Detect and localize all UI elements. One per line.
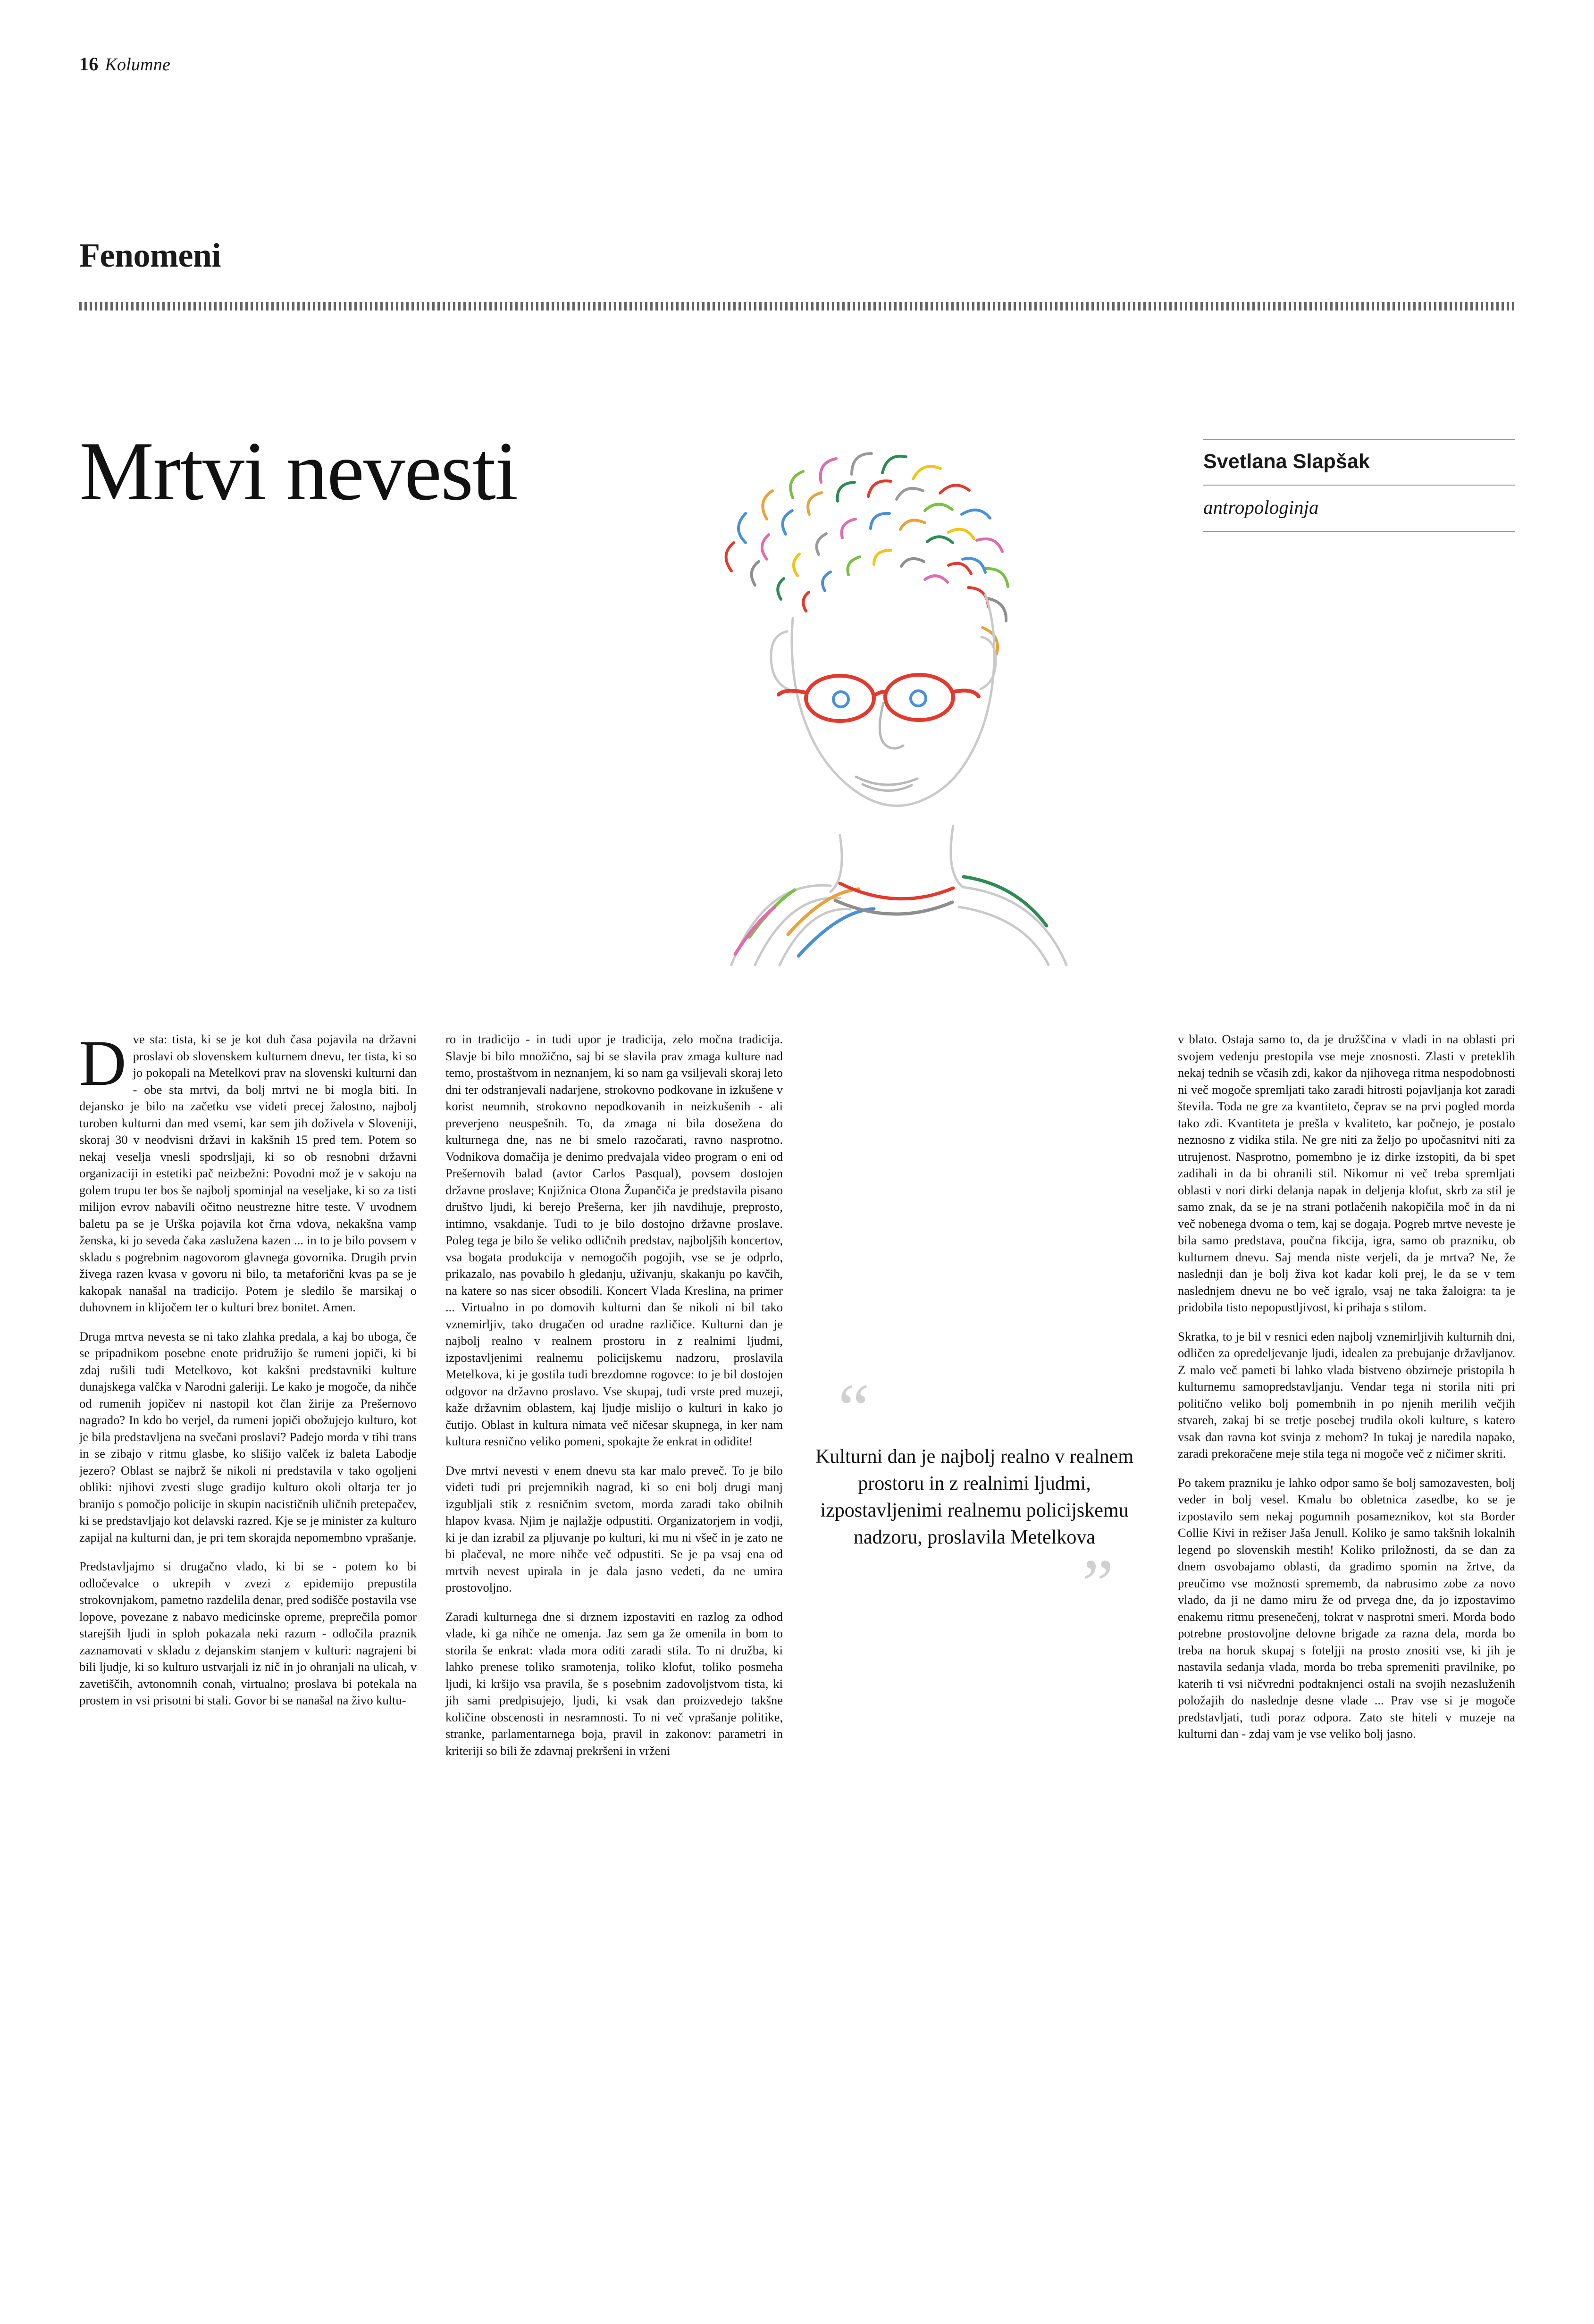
pull-quote-text: Kulturni dan je najbolj realno v realnem prostoru in z realnimi ljudmi, izpostavljenimi realnemu policijskemu nadzoru, proslavila Metelkova xyxy=(815,1446,1134,1548)
drop-cap: D xyxy=(79,1027,126,1099)
article-headline: Mrtvi nevesti xyxy=(79,424,518,518)
paragraph: Dve mrtvi nevesti v enem dnevu sta kar malo preveč. To je bilo videti tudi pri prejemnikih nagrad, ki so eni bolj drugi manj izgubljali stik z resničnim svetom, morda zaradi tako obilnih hlapov kvasa. Njim je najlažje odpustiti. Organizatorjem in vodji, ki je dan izrabil za pljuvanje po kulturi, ki mu ni všeč in je zato ne bi plačeval, ne more nihče več odpustiti. Se je pa vsaj ena od mrtvih nevest upirala in je dala jasno vedeti, da ne umira prostovoljno. xyxy=(445,1463,783,1594)
paragraph: Skratka, to je bil v resnici eden najbolj vznemirljivih kulturnih dni, odličen za opredeljevanje ljudi, idealen za prebujanje državljanov. Z malo več pameti bi lahko vlada bistveno obzirneje pristopila h kulturnemu samopredstavljanju. Vendar tega ni storila niti pri politično veliko bolj pomembnih in po njenih merilih večjih stvareh, zakaj bi se tretje posebej trudila okoli kulture, s katero vsak dan ravna kot svinja z mehom? In tukaj je naredila napako, zaradi prekoračene meje stila tega ni mogoče več z ničimer skriti. xyxy=(1178,1329,1515,1460)
running-head xyxy=(79,53,170,75)
paragraph-text: ve sta: tista, ki se je kot duh časa pojavila na državni proslavi ob slovenskem kulturnem dnevu, ter tista, ki so jo pokopali na Metelkovi prav na slovenski kulturni dan - obe sta mrtvi, da bolj mrtvi ne bi mogla biti. In dejansko je bilo na začetku vse videti precej žalostno, najbolj turoben kulturni dan med vsemi, kar sem jih doživela v Sloveniji, skoraj 30 v neodvisni državi in kakšnih 15 pred tem. Potem so nekaj veselja vnesli spodrsljaji, ki so ob resnobni državni organizaciji in estetiki pač neizbežni: Povodni mož je v sakoju na golem trupu ter bos še najbolj spominjal na veseljake, ki so za tisti milijon evrov nabavili očitno neustrezne hitre teste. V uvodnem baletu pa se je Urška pojavila kot črna vdova, nekakšna vamp ženska, ki jo seveda čaka zaslužena kazen ... in to je bilo povsem v skladu s pogrebnim nagovorom glavnega govornika. Drugih prvin živega razen kvasa v govoru ni bilo, ta metaforični kvas pa se je kakopak nanašal na tradicijo. Potem je sledilo še marsikaj o duhovnem in klijočem ter o kulturi brez bonitet. Amen. xyxy=(79,1032,417,1314)
body-column-2 xyxy=(445,1031,783,1771)
byline-bottom-rule xyxy=(1203,531,1515,532)
author-name: Svetlana Slapšak xyxy=(1203,450,1370,473)
byline-block xyxy=(1203,439,1515,532)
quote-open-mark: “ xyxy=(838,1369,867,1448)
portrait-illustration xyxy=(510,373,1180,967)
paragraph xyxy=(79,1027,417,1316)
paragraph: Po takem prazniku je lahko odpor samo še bolj samozavesten, bolj veder in bolj vesel. Kmalu bo obletnica zasedbe, ko se je izpostavilo sem nekaj pogumnih posameznikov, kot sta Border Collie Kivi in režiser Jaša Jenull. Koliko je samo takšnih lokalnih legend po slovenskih mestih! Koliko priložnosti, da se dan za dnem osvobajamo oblasti, da gradimo spomin na žrtve, da preučimo vse možnosti sprememb, da nabrusimo zobe za novo vlado, da ji ne damo miru že od prvega dne, da jo izpostavimo enakemu ritmu presenečenj, tokrat v nasprotni smeri. Morda bodo potrebne prostovoljne delovne brigade za razna dela, morda bo treba na horuk skupaj s foteljji na prosto znositi vse, ki jih je nastavila sedanja vlada, morda bo treba spremeniti pravilnike, po katerih ti vsi ničvredni podtaknjenci ostali na svojih nezasluženih položajih do naslednje desne vlade ... Prav vse si je mogoče predstavljati, tudi poraz odpora. Zato ste hiteli v muzeje na kulturni dan - zdaj vam je vse veliko bolj jasno. xyxy=(1178,1475,1515,1741)
pull-quote xyxy=(812,1369,1137,1623)
dotted-divider xyxy=(79,302,1515,310)
body-column-4 xyxy=(1178,1031,1515,1755)
rubric-title: Fenomeni xyxy=(79,236,221,274)
article-body xyxy=(79,1027,1515,2267)
paragraph: ro in tradicijo - in tudi upor je tradicija, zelo močna tradicija. Slavje bi bilo množično, saj bi se slavila prav zmaga kulture nad temo, prostaštvom in neznanjem, ki so nam ga vsiljevali skoraj leto dni ter odstranjevali nadarjene, strokovno podkovane in izkušene v korist neumnih, strokovno nepodkovanih in neizkušenih - ali preverjeno neuspešnih. To, da zmaga ni bila dosežena do kulturnega dne, nas ne bi smelo razočarati, ravno nasprotno. Vodnikova domačija je denimo predvajala video program o eni od Prešernovih balad (avtor Carlos Pasqual), povsem dostojen državne proslave; Knjižnica Otona Župančiča je predstavila pisano društvo ljudi, ki berejo Prešerna, ker jih navdihuje, preprosto, intimno, vsakdanje. Tudi to je bilo dostojno državne proslave. Poleg tega je bilo še veliko odličnih predstav, najboljših koncertov, vsa bogata produkcija v nemogočih pogojih, vse se je odprlo, prikazalo, nas povabilo h gledanju, uživanju, skakanju po kavčih, na katere so nas sicer obsodili. Koncert Vlada Kreslina, na primer ... Virtualno in po domovih kulturni dan še nikoli ni bil tako vznemirljiv, tako drugačen od uradne različice. Kulturni dan je najbolj realno v realnem prostoru in z realnimi ljudmi, izpostavljenimi realnemu policijskemu nadzoru, proslavila Metelkova, ki je gostila tudi brezdomne rogovce: to je bil dostojen odgovor na državno proslavo. Vse skupaj, tudi vrste pred muzeji, kaže državnim oblastem, kaj ljudje mislijo o kulturi in kako jo čutijo. Oblast in kultura nimata več ničesar skupnega, in ker nam kultura resnično veliko pomeni, spokajte že enkrat in odidite! xyxy=(445,1032,783,1448)
paragraph: Predstavljajmo si drugačno vlado, ki bi se - potem ko bi odločevalce o ukrepih v zvezi z epidemijo prepustila strokovnjakom, pametno razdelila denar, pred sodišče postavila vse lopove, povezane z nabavo medicinske opreme, preprečila pomor starejših ljudi in sploh pokazala neki razum - odločila praznik zaznamovati v skladu z dejanskim stanjem v kulturi: nagrajeni bi bili ljudje, ki so kulturo ustvarjali iz nič in jo ohranjali na ulicah, v zavetiščih, avtonomnih conah, virtualno; proslava bi potekala na prostem in vsi prisotni bi stali. Govor bi se nanašal na živo kultu- xyxy=(79,1559,417,1707)
body-column-1 xyxy=(79,1027,417,1721)
paragraph: Druga mrtva nevesta se ni tako zlahka predala, a kaj bo uboga, če se pripadnikom posebne enote pridružijo še rumeni jopiči, ki bi zdaj rušili tudi Metelkovo, kot kakšni predstavniki kulture dunajskega valčka v Narodni galeriji. Le kako je mogoče, da nihče od rumenih jopičev ni nastopil kot član žirije za Prešernovo nagrado? In kdo bo verjel, da rumeni jopiči obožujejo kulturo, kot je bila predstavljena na svečani proslavi? Padejo morda v tihi trans in se zibajo v ritmu glasbe, ko slišijo valček iz baleta Labodje jezero? Oblast se najbrž še nikoli ni predstavila v tako ogoljeni obliki: njihovi zvesti sluge gradijo kulturo okoli oltarja ter jo branijo s pomočjo policije in skupin nacističnih uličnih pretepačev, ki se predstavljajo kot delavski razred. Kje se je minister za kulturo zapijal na kulturni dan, je pri tem skorajda nepomembno vprašanje. xyxy=(79,1329,417,1544)
paragraph: Zaradi kulturnega dne si drznem izpostaviti en razlog za odhod vlade, ki ga nihče ne omenja. Jaz sem ga že omenila in bom to storila še enkrat: vlada mora oditi zaradi stila. To ni družba, ki lahko prenese toliko sramotenja, toliko klofut, toliko posmeha ljudi, ki kršijo vsa pravila, še s posebnim zadovoljstvom tista, ki jih sami predpisujejo, ljudi, ki vsak dan proizvedejo takšne količine obscenosti in nesramnosti. To ni več vprašanje politike, stranke, parlamentarnega boja, pravil in zakonov: parametri in kriteriji so bili že zdavnaj prekršeni in vrženi xyxy=(445,1609,783,1758)
section-label: Kolumne xyxy=(105,55,171,75)
quote-close-mark: ” xyxy=(1082,1545,1111,1623)
page-number: 16 xyxy=(79,53,99,75)
paragraph: v blato. Ostaja samo to, da je družščina v vladi in na oblasti pri svojem vedenju prestopila vse meje znosnosti. Zlasti v preteklih nekaj tednih se včasih zdi, kakor da njihovega ritma nespodobnosti ni več mogoče spremljati tako zaradi hitrosti pojavljanja kot zaradi števila. Toda ne gre za kvantiteto, čeprav se na prvi pogled morda tako zdi. Kvantiteta je prešla v kvaliteto, kar počnejo, je postalo neznosno z vidika stila. Ne gre niti za željo po upočasnitvi niti za utrujenost. Nasprotno, pomembno je iz dirke izstopiti, da bi spet zadihali in da bi ohranili stil. Nikomur ni več treba spremljati oblasti v nori dirki delanja napak in deljenja klofut, skrb za stil je samo znak, da se je na strani potlačenih nakopičila moč in da ni več nobenega dvoma o tem, kaj se dogaja. Pogreb mrtve neveste je bila samo predstava, poučna fikcija, igra, samo ob prazniku, ob kulturnem dnevu. Saj menda niste verjeli, da je mrtva? Ne, že naslednji dan je bolj živa kot kadar koli prej, le da se v tem naslednjem dnevu ne bo več igralo, vsaj ne taka žaloigra: ta je pridobila tisto nepopustljivost, ki prihaja s stilom. xyxy=(1178,1032,1515,1314)
author-role: antropologinja xyxy=(1203,496,1319,518)
